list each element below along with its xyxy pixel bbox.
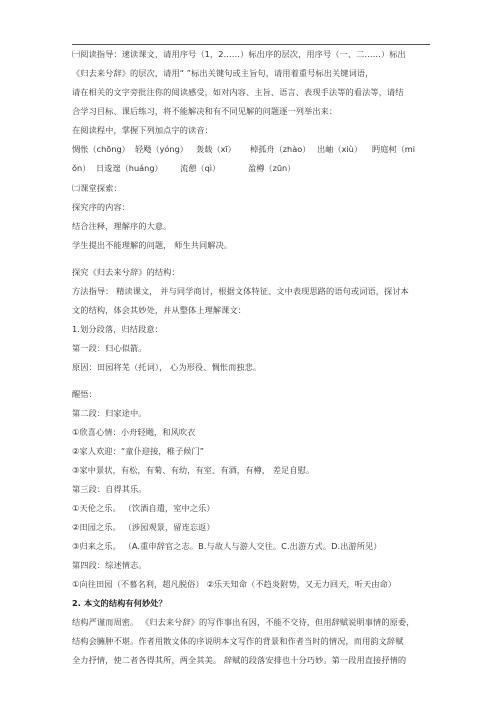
text-line: ③归来之乐。 （A.重申辞官之志。B.与故人与游人交往。C.出游方式。D.出游所见）	[72, 541, 382, 551]
section-heading: ㈡课堂探索：	[72, 183, 122, 193]
text-line: ②家人欢迎：“童仆迎接，稚子候门”	[72, 446, 205, 456]
text-line: 第四段：综述情志。	[72, 560, 147, 570]
vocab-item: 盈樽（zūn）	[248, 163, 296, 173]
text-line: 醒悟：	[72, 389, 97, 399]
text-line: ②田园之乐。 （涉园观景，留连忘返）	[72, 522, 215, 532]
text-line: 第三段：自得其乐。	[72, 484, 147, 494]
text-line: ①向往田园（不慕名利，超凡脱俗） ②乐天知命（不趋炎附势，又无力回天，听天由命）	[72, 579, 397, 589]
top-rule	[72, 44, 430, 45]
vocab-item: 眄庭柯（mi	[372, 144, 416, 154]
text-line: 方法指导： 精读课文， 并与同学商讨，根据文体特征、文中表现思路的语句或词语，探讨本	[72, 286, 409, 296]
vocab-item: 轻飏（yóng）	[135, 144, 188, 154]
text-line: 请在相关的文字旁批注你的阅读感受，如对内容、主旨、语言、表现手法等的看法等，请结	[72, 87, 404, 97]
text-line: ㈠阅读指导：速读课文，请用序号（1，2……）标出序的层次，用序号（一、二……）标出	[72, 49, 406, 59]
text-line: 第一段：归心似箭。	[72, 343, 147, 353]
text-line: 学生提出不能理解的问题， 师生共同解决。	[72, 240, 233, 250]
text-line: 探究序的内容：	[72, 202, 131, 212]
text-line: 结构严谨而周密。 《归去来兮辞》的写作事出有因，不能不交待，但用辞赋说明事情的原委，	[72, 617, 415, 627]
vocab-item: 流憩（qì）	[180, 163, 221, 173]
text-line: ①欣喜心情：小舟轻飏，和风吹衣	[72, 427, 196, 437]
vocab-item: 惆怅（chōng）	[72, 144, 130, 154]
text-line: 探究《归去来兮辞》的结构：	[72, 267, 180, 277]
text-line: ①天伦之乐。 （饮酒自遣，室中之乐）	[72, 503, 215, 513]
text-line: 合学习目标、课后练习，将不能解决和有不同见解的问题逐一列举出来：	[72, 106, 338, 116]
text-line: 全力抒情，使二者各得其所，两全其美。 辞赋的段落安排也十分巧妙。第一段用直接抒情的	[72, 655, 407, 665]
text-line: 文的结构，体会其妙处，并从整体上理解课文：	[72, 305, 247, 315]
text-line: ③家中景状，有松，有菊、有幼，有室、有酒，有樽， 差足自慰。	[72, 465, 315, 475]
text-line: 在阅读程中，掌握下列加点字的读音：	[72, 125, 213, 135]
text-line: 第二段：归家途中。	[72, 408, 147, 418]
text-line: 结合注释，理解序的大意。	[72, 221, 172, 231]
text-line: 1.划分段落，归结段意：	[72, 324, 163, 334]
vocab-item: 棹孤舟（zhào）	[250, 144, 311, 154]
vocab-item: 日逡遑（huáng）	[96, 163, 163, 173]
question-heading: 2. 本文的结构有何妙处？	[72, 598, 167, 608]
text-line: 结构会臃肿不堪。作者用散文体的序说明本文写作的背景和作者当时的情况，而用韵文辞赋	[72, 636, 404, 646]
text-line: 《归去来兮辞》的层次，请用“ ”标出关键句或主旨句，请用着重号标出关键词语，	[72, 68, 374, 78]
vocab-item: 轰载（xī）	[196, 144, 236, 154]
vocab-item: 出岫（xiù）	[317, 144, 363, 154]
vocab-item: ǒn）	[72, 163, 91, 173]
text-line: 原因：田园将芜（托词）， 心为形役、惆怅而独悲。	[72, 362, 262, 372]
